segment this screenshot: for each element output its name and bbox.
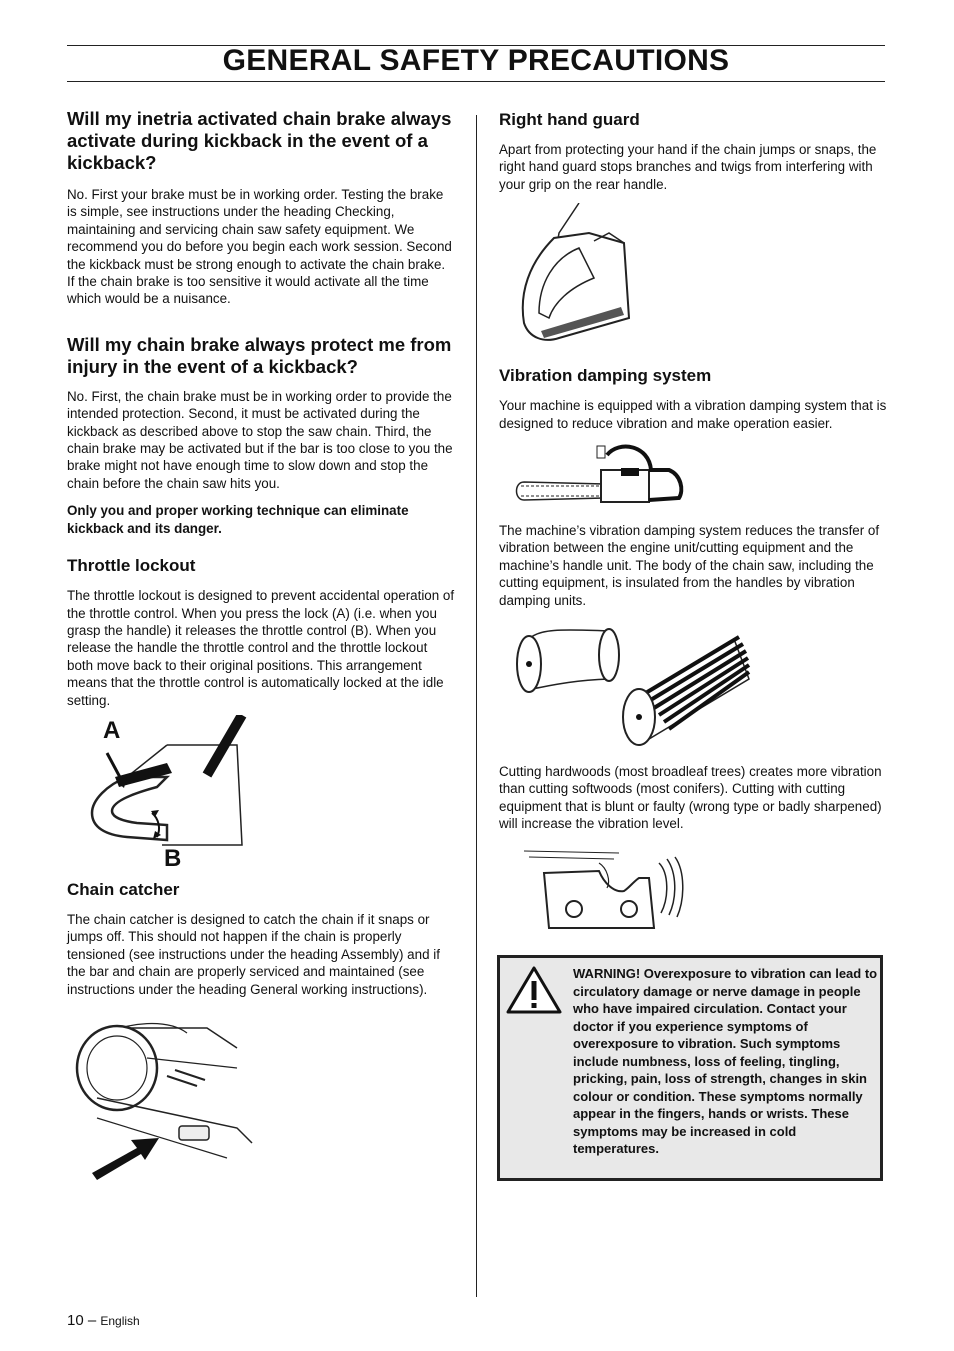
brake-protection-heading: Will my chain brake always protect me from injury in the event of a kickback? xyxy=(67,333,452,377)
hardwood-vibration-text: Cutting hardwoods (most broadleaf trees) creates more vibration than cutting softwoods (most conifers). Cutting with cutting equipment that is blunt or faulty (wrong type or badly sharpened) will increase the vibration level. xyxy=(499,764,882,832)
footer-language: English xyxy=(100,1314,140,1328)
column-divider xyxy=(476,115,477,1297)
throttle-lockout-heading: Throttle lockout xyxy=(67,556,196,576)
right-column xyxy=(499,108,887,943)
right-hand-guard-heading: Right hand guard xyxy=(499,110,640,129)
page-title: GENERAL SAFETY PRECAUTIONS xyxy=(222,44,730,77)
vibration-damping-heading: Vibration damping system xyxy=(499,366,712,386)
throttle-lockout-figure xyxy=(67,715,267,875)
vibration-transfer-text: The machine’s vibration damping system reduces the transfer of vibration between the engine unit/cutting equipment and the machine’s handle unit. The body of the chain saw, including the cutting equipment, is insulated from the handles by vibration damping units. xyxy=(499,523,880,608)
kickback-brake-heading: Will my inetria activated chain brake always activate during kickback in the event of a kickback? xyxy=(67,108,452,173)
right-hand-guard-text: Apart from protecting your hand if the chain jumps or snaps, the right hand guard stops branches and twigs from interfering with your grip on the rear handle. xyxy=(499,142,877,192)
left-column xyxy=(67,108,455,1188)
brake-protection-text: No. First, the chain brake must be in working order to provide the intended protection. Second, it must be activated during the kickback as described above to stop the saw chain. Third, the chain brake may be activated but if the bar is too close to you the brake might not have enough time to slow down and stop the chain before the chain saw hits you. xyxy=(67,388,453,491)
vibration-damping-text: Your machine is equipped with a vibration damping system that is designed to reduce vibration and make operation easier. xyxy=(499,398,887,431)
chain-catcher-illustration xyxy=(67,1008,267,1188)
saw-chain-illustration xyxy=(499,843,699,943)
kickback-note: Only you and proper working technique can eliminate kickback and its danger. xyxy=(67,503,409,536)
chainsaw-illustration xyxy=(499,440,699,512)
label-b: B xyxy=(164,844,182,872)
title-underline xyxy=(67,81,885,82)
label-a: A xyxy=(103,716,121,744)
throttle-lockout-text: The throttle lockout is designed to prevent accidental operation of the throttle control. When you press the lock (A) (i.e. when you grasp the handle) it releases the throttle control (B). When you release the handle the throttle control and the throttle lockout both move back to their original positions. This arrangement means that the throttle control is automatically locked at the idle setting. xyxy=(67,588,455,708)
warning-triangle-icon xyxy=(506,965,562,1015)
right-hand-guard-illustration xyxy=(499,203,659,353)
page-number: 10 – xyxy=(67,1312,97,1329)
kickback-brake-text: No. First your brake must be in working order. Testing the brake is simple, see instructions under the heading Checking, maintaining and servicing chain saw safety equipment. We recommend you do before you begin each work session. Second the kickback must be strong enough to activate the chain brake. If the chain brake is too sensitive it would activate all the time which would be a nuisance. xyxy=(67,187,452,307)
vibration-warning-text: WARNING! Overexposure to vibration can lead to circulatory damage or nerve damage in people who have impaired circulation. Contact your doctor if you experience symptoms of overexposure to vibration. Such symptoms include numbness, loss of feeling, tingling, pricking, pain, loss of strength, changes in skin colour or condition. These symptoms normally appear in the fingers, hands or wrists. These symptoms may be increased in cold temperatures. xyxy=(573,966,878,1156)
page-footer xyxy=(67,1312,140,1329)
vibration-damper-illustration xyxy=(499,619,759,749)
chain-catcher-heading: Chain catcher xyxy=(67,879,180,899)
chain-catcher-text: The chain catcher is designed to catch the chain if it snaps or jumps off. This should not happen if the chain is properly tensioned (see instructions under the heading Assembly) and if the bar and chain are properly serviced and maintained (see instructions under the heading General working instructions). xyxy=(67,911,440,997)
vibration-warning-box xyxy=(497,955,883,1181)
